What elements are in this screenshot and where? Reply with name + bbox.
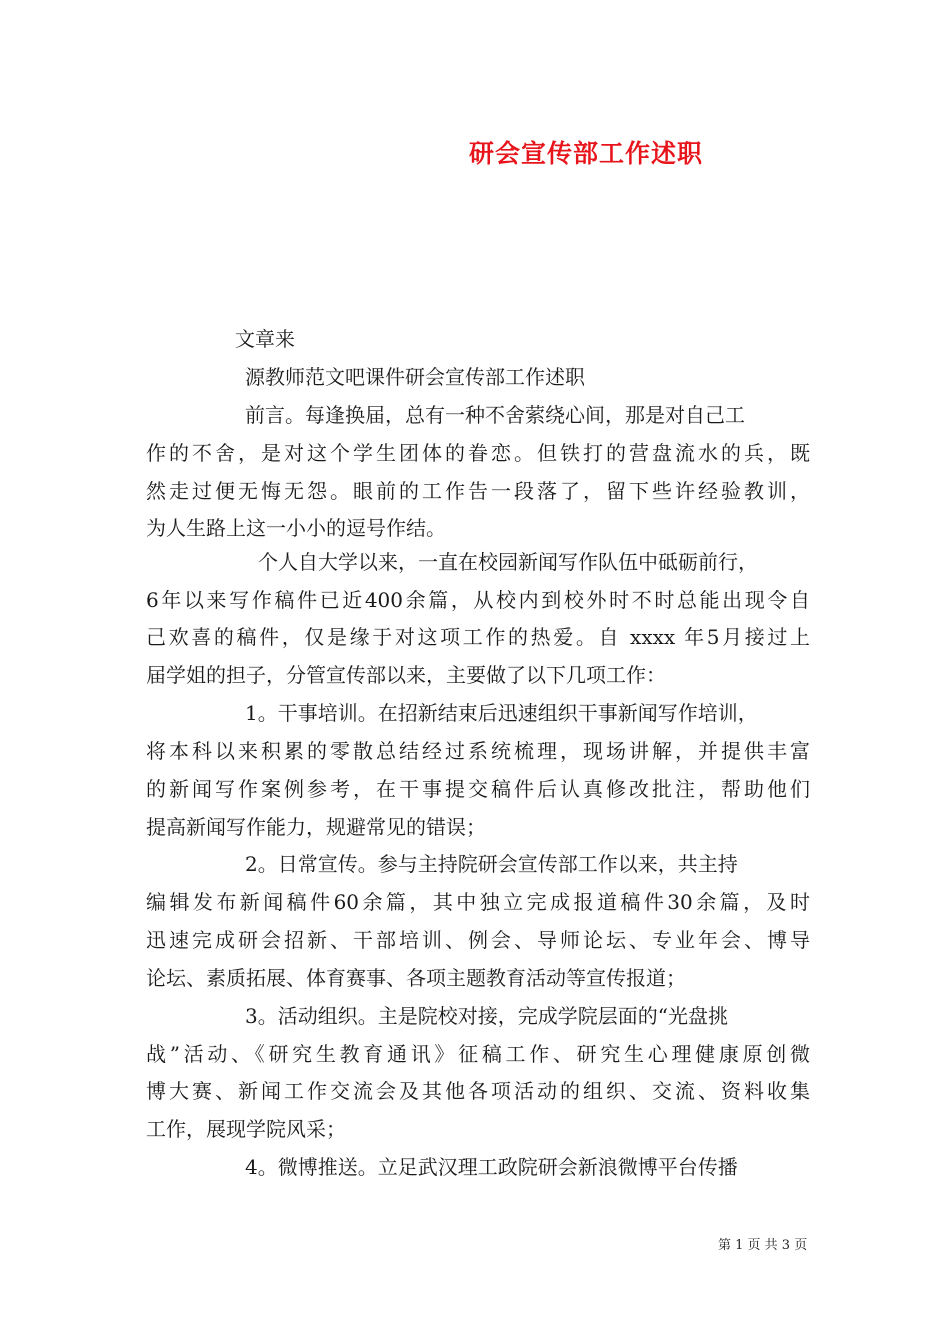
text-line: 迅速完成研会招新、干部培训、例会、导师论坛、专业年会、博导	[146, 928, 810, 952]
text-line: 战”活动、《研究生教育通讯》征稿工作、研究生心理健康原创微	[146, 1042, 810, 1066]
text-line: 2。日常宣传。参与主持院研会宣传部工作以来，共主持	[245, 852, 738, 876]
document-title: 研会宣传部工作述职	[469, 139, 704, 168]
text-line: 作的不舍，是对这个学生团体的眷恋。但铁打的营盘流水的兵，既	[146, 441, 810, 465]
text-line: 届学姐的担子，分管宣传部以来，主要做了以下几项工作：	[146, 663, 666, 687]
text-line: 博大赛、新闻工作交流会及其他各项活动的组织、交流、资料收集	[146, 1079, 810, 1103]
text-line: 4。微博推送。立足武汉理工政院研会新浪微博平台传播	[245, 1155, 738, 1179]
text-line: 文章来	[235, 327, 295, 351]
page-footer: 第 1 页 共 3 页	[718, 1238, 808, 1253]
text-line: 源教师范文吧课件研会宣传部工作述职	[245, 365, 585, 389]
text-line: 然走过便无悔无怨。眼前的工作告一段落了，留下些许经验教训，	[146, 479, 810, 503]
text-line: 3。活动组织。主是院校对接，完成学院层面的“光盘挑	[245, 1004, 728, 1028]
text-line: 的新闻写作案例参考，在干事提交稿件后认真修改批注，帮助他们	[146, 777, 810, 801]
text-line: 前言。每逢换届，总有一种不舍萦绕心间，那是对自己工	[245, 403, 745, 427]
text-line: 个人自大学以来，一直在校园新闻写作队伍中砥砺前行，	[258, 550, 758, 574]
text-line: 论坛、素质拓展、体育赛事、各项主题教育活动等宣传报道；	[146, 966, 686, 990]
text-line: 提高新闻写作能力，规避常见的错误；	[146, 815, 486, 839]
text-line: 为人生路上这一小小的逗号作结。	[146, 516, 446, 540]
text-line: 6年以来写作稿件已近400余篇，从校内到校外时不时总能出现令自	[146, 588, 810, 612]
text-line: 工作，展现学院风采；	[146, 1117, 346, 1141]
text-line: 编辑发布新闻稿件60余篇，其中独立完成报道稿件30余篇，及时	[146, 890, 810, 914]
text-line: 己欢喜的稿件，仅是缘于对这项工作的热爱。自 xxxx 年5月接过上	[146, 625, 810, 649]
text-line: 将本科以来积累的零散总结经过系统梳理，现场讲解，并提供丰富	[146, 739, 810, 763]
text-line: 1。干事培训。在招新结束后迅速组织干事新闻写作培训，	[245, 701, 758, 725]
